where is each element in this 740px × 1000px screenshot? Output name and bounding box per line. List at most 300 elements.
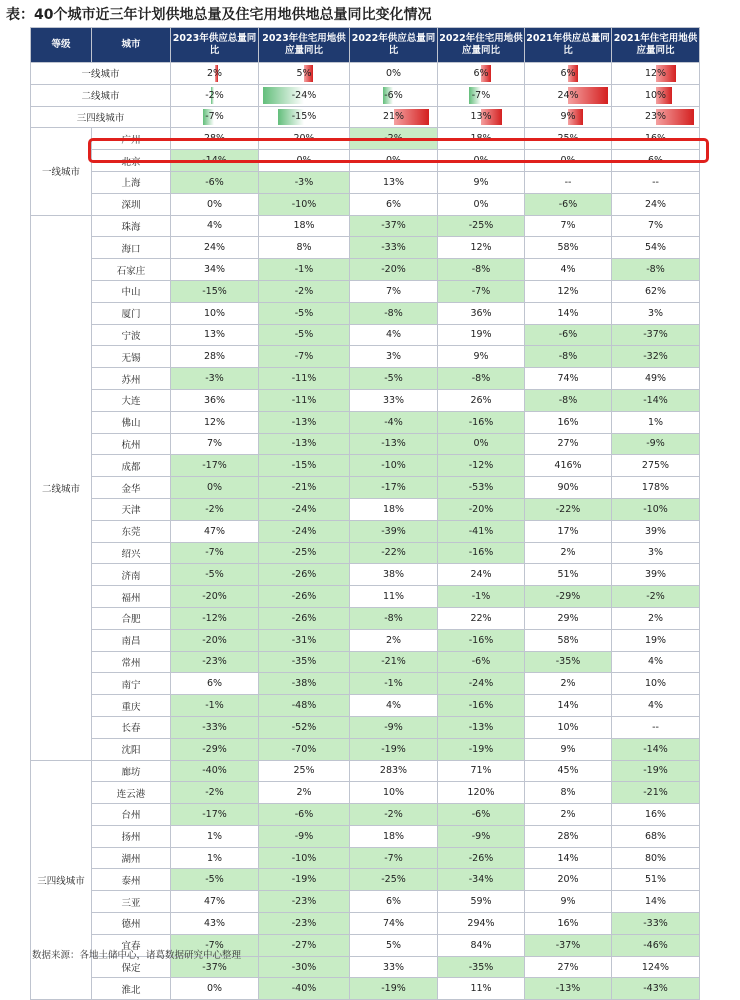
summary-cell (259, 84, 350, 106)
table-row (31, 455, 700, 477)
value-cell: -9% (612, 433, 700, 455)
city-name: 绍兴 (92, 542, 171, 564)
value-cell: -5% (259, 324, 350, 346)
value-cell: 14% (525, 695, 612, 717)
value-cell: -26% (438, 847, 525, 869)
value-cell: -17% (171, 455, 259, 477)
value-cell: -53% (438, 477, 525, 499)
value-cell: -3% (259, 171, 350, 193)
value-cell: -40% (171, 760, 259, 782)
city-name: 苏州 (92, 368, 171, 390)
value-cell: 28% (171, 128, 259, 150)
value-cell: -8% (350, 302, 438, 324)
summary-cell (350, 106, 438, 128)
city-name: 天津 (92, 498, 171, 520)
value-cell: -19% (612, 760, 700, 782)
city-name: 佛山 (92, 411, 171, 433)
value-cell: -46% (612, 934, 700, 956)
summary-value: 23% (644, 111, 667, 123)
table-row (31, 607, 700, 629)
value-cell: 120% (438, 782, 525, 804)
summary-cell (438, 106, 525, 128)
city-name: 珠海 (92, 215, 171, 237)
value-cell: -2% (171, 498, 259, 520)
value-cell: 51% (525, 564, 612, 586)
summary-value: -15% (291, 111, 317, 123)
value-cell: -39% (350, 520, 438, 542)
value-cell: 10% (350, 782, 438, 804)
city-name: 金华 (92, 477, 171, 499)
header-cell: 等级 (31, 28, 92, 63)
city-name: 广州 (92, 128, 171, 150)
value-cell: 16% (525, 913, 612, 935)
value-cell: 416% (525, 455, 612, 477)
city-name: 无锡 (92, 346, 171, 368)
value-cell: -- (525, 171, 612, 193)
value-cell: 0% (171, 477, 259, 499)
value-cell: -2% (612, 586, 700, 608)
value-cell: -35% (259, 651, 350, 673)
value-cell: -19% (438, 738, 525, 760)
value-cell: -6% (438, 804, 525, 826)
value-cell: -37% (350, 215, 438, 237)
summary-cell (259, 63, 350, 85)
city-name: 济南 (92, 564, 171, 586)
summary-cell (612, 63, 700, 85)
value-cell: -43% (612, 978, 700, 1000)
value-cell: -16% (438, 542, 525, 564)
value-cell: -33% (350, 237, 438, 259)
table-row (31, 564, 700, 586)
value-cell: 2% (259, 782, 350, 804)
value-cell: 0% (438, 193, 525, 215)
value-cell: -12% (438, 455, 525, 477)
value-cell: -2% (350, 804, 438, 826)
value-cell: -19% (259, 869, 350, 891)
city-name: 宜春 (92, 934, 171, 956)
header-cell: 城市 (92, 28, 171, 63)
summary-cell (612, 84, 700, 106)
value-cell: 4% (350, 695, 438, 717)
table-row (31, 760, 700, 782)
value-cell: 7% (525, 215, 612, 237)
summary-value: 10% (644, 89, 667, 101)
value-cell: -6% (438, 651, 525, 673)
value-cell: 6% (350, 891, 438, 913)
summary-value: 6% (560, 67, 576, 79)
value-cell: 80% (612, 847, 700, 869)
city-name: 淮北 (92, 978, 171, 1000)
table-row (31, 651, 700, 673)
city-name: 连云港 (92, 782, 171, 804)
value-cell: 1% (612, 411, 700, 433)
value-cell: -24% (259, 498, 350, 520)
value-cell: -22% (350, 542, 438, 564)
table-row (31, 891, 700, 913)
table-row (31, 324, 700, 346)
value-cell: 28% (525, 825, 612, 847)
value-cell: 33% (350, 389, 438, 411)
value-cell: -40% (259, 978, 350, 1000)
summary-cell (350, 63, 438, 85)
header-cell: 2022年供应总量同比 (350, 28, 438, 63)
value-cell: 58% (525, 629, 612, 651)
value-cell: -37% (171, 956, 259, 978)
value-cell: 58% (525, 237, 612, 259)
summary-cell (525, 106, 612, 128)
value-cell: -14% (612, 738, 700, 760)
value-cell: 25% (525, 128, 612, 150)
value-cell: -19% (350, 738, 438, 760)
table-row (31, 171, 700, 193)
tier-label: 一线城市 (31, 128, 92, 215)
value-cell: 13% (350, 171, 438, 193)
value-cell: -14% (612, 389, 700, 411)
summary-cell (525, 84, 612, 106)
value-cell: -17% (350, 477, 438, 499)
table-row (31, 586, 700, 608)
value-cell: 18% (350, 498, 438, 520)
table-row (31, 738, 700, 760)
table-row (31, 477, 700, 499)
value-cell: -26% (259, 607, 350, 629)
city-name: 海口 (92, 237, 171, 259)
value-cell: 17% (525, 520, 612, 542)
value-cell: -23% (259, 891, 350, 913)
table-row (31, 215, 700, 237)
city-name: 杭州 (92, 433, 171, 455)
value-cell: -7% (259, 346, 350, 368)
value-cell: 39% (612, 520, 700, 542)
table-row (31, 433, 700, 455)
value-cell: -5% (350, 368, 438, 390)
value-cell: 24% (438, 564, 525, 586)
summary-value: -6% (384, 89, 403, 101)
value-cell: -9% (438, 825, 525, 847)
value-cell: -27% (259, 934, 350, 956)
value-cell: -16% (438, 411, 525, 433)
value-cell: 62% (612, 280, 700, 302)
value-cell: 2% (350, 629, 438, 651)
value-cell: -21% (259, 477, 350, 499)
value-cell: -20% (171, 629, 259, 651)
table-row (31, 869, 700, 891)
table-title: 表：40个城市近三年计划供地总量及住宅用地供地总量同比变化情况 (6, 7, 432, 23)
value-cell: -1% (259, 259, 350, 281)
summary-value: 12% (644, 67, 667, 79)
value-cell: 275% (612, 455, 700, 477)
value-cell: -20% (350, 259, 438, 281)
value-cell: 0% (438, 433, 525, 455)
value-cell: -10% (612, 498, 700, 520)
value-cell: 29% (525, 607, 612, 629)
value-cell: 0% (525, 150, 612, 172)
value-cell: -8% (525, 389, 612, 411)
value-cell: 27% (525, 433, 612, 455)
city-name: 三亚 (92, 891, 171, 913)
value-cell: 0% (259, 150, 350, 172)
value-cell: 28% (171, 346, 259, 368)
value-cell: -25% (350, 869, 438, 891)
summary-cell (259, 106, 350, 128)
value-cell: -5% (171, 869, 259, 891)
value-cell: 12% (171, 411, 259, 433)
value-cell: 16% (612, 804, 700, 826)
summary-value: 2% (206, 67, 223, 79)
value-cell: 124% (612, 956, 700, 978)
value-cell: 2% (525, 542, 612, 564)
table-row (31, 673, 700, 695)
city-name: 扬州 (92, 825, 171, 847)
table-row (31, 259, 700, 281)
value-cell: 7% (350, 280, 438, 302)
summary-value: 9% (560, 111, 576, 123)
summary-cell (525, 63, 612, 85)
summary-row (31, 106, 700, 128)
value-cell: -6% (171, 171, 259, 193)
value-cell: -8% (438, 259, 525, 281)
value-cell: 20% (525, 869, 612, 891)
value-cell: -31% (259, 629, 350, 651)
value-cell: -29% (171, 738, 259, 760)
value-cell: -32% (612, 346, 700, 368)
city-name: 厦门 (92, 302, 171, 324)
value-cell: 9% (525, 738, 612, 760)
value-cell: -21% (350, 651, 438, 673)
summary-value: -2% (205, 89, 224, 101)
city-name: 成都 (92, 455, 171, 477)
value-cell: -13% (438, 716, 525, 738)
value-cell: 16% (525, 411, 612, 433)
value-cell: 0% (350, 150, 438, 172)
value-cell: -2% (350, 128, 438, 150)
summary-value: -24% (291, 89, 317, 101)
city-name: 宁波 (92, 324, 171, 346)
value-cell: -7% (171, 542, 259, 564)
value-cell: 0% (171, 978, 259, 1000)
value-cell: -23% (171, 651, 259, 673)
value-cell: -15% (259, 455, 350, 477)
value-cell: -7% (171, 934, 259, 956)
value-cell: -10% (350, 455, 438, 477)
value-cell: -30% (259, 956, 350, 978)
summary-label: 二线城市 (31, 84, 171, 106)
value-cell: 12% (525, 280, 612, 302)
source-note: 数据来源：各地土储中心，诸葛数据研究中心整理 (32, 950, 242, 961)
value-cell: -14% (171, 150, 259, 172)
table-row (31, 498, 700, 520)
value-cell: 14% (525, 847, 612, 869)
value-cell: 27% (525, 956, 612, 978)
summary-cell (171, 106, 259, 128)
value-cell: 9% (438, 171, 525, 193)
value-cell: 10% (612, 673, 700, 695)
value-cell: -17% (171, 804, 259, 826)
value-cell: 0% (171, 193, 259, 215)
table-row (31, 825, 700, 847)
value-cell: 74% (350, 913, 438, 935)
value-cell: -9% (259, 825, 350, 847)
city-name: 南昌 (92, 629, 171, 651)
table-row (31, 150, 700, 172)
value-cell: -8% (612, 259, 700, 281)
header-cell: 2021年住宅用地供应量同比 (612, 28, 700, 63)
value-cell: -10% (259, 193, 350, 215)
header-cell: 2021年供应总量同比 (525, 28, 612, 63)
table-row (31, 782, 700, 804)
table-row (31, 978, 700, 1000)
table-row (31, 193, 700, 215)
value-cell: -16% (438, 629, 525, 651)
city-name: 北京 (92, 150, 171, 172)
value-cell: 4% (171, 215, 259, 237)
value-cell: 2% (612, 607, 700, 629)
summary-value: 5% (296, 67, 312, 79)
value-cell: -1% (350, 673, 438, 695)
table-row (31, 695, 700, 717)
value-cell: 20% (259, 128, 350, 150)
value-cell: -11% (259, 389, 350, 411)
summary-cell (171, 63, 259, 85)
value-cell: 10% (525, 716, 612, 738)
value-cell: -24% (259, 520, 350, 542)
value-cell: 8% (259, 237, 350, 259)
city-name: 深圳 (92, 193, 171, 215)
city-name: 常州 (92, 651, 171, 673)
header-cell: 2022年住宅用地供应量同比 (438, 28, 525, 63)
value-cell: 9% (525, 891, 612, 913)
summary-row (31, 84, 700, 106)
header-row (31, 28, 700, 63)
value-cell: 4% (612, 695, 700, 717)
value-cell: -2% (259, 280, 350, 302)
value-cell: 47% (171, 891, 259, 913)
value-cell: 4% (350, 324, 438, 346)
table-row (31, 913, 700, 935)
value-cell: 19% (438, 324, 525, 346)
summary-cell (350, 84, 438, 106)
value-cell: 2% (525, 804, 612, 826)
value-cell: 0% (438, 150, 525, 172)
table-row (31, 847, 700, 869)
city-name: 石家庄 (92, 259, 171, 281)
table-row (31, 368, 700, 390)
summary-row (31, 63, 700, 85)
city-name: 合肥 (92, 607, 171, 629)
value-cell: 19% (612, 629, 700, 651)
value-cell: -33% (612, 913, 700, 935)
value-cell: 14% (525, 302, 612, 324)
city-name: 湖州 (92, 847, 171, 869)
value-cell: -2% (171, 782, 259, 804)
city-name: 台州 (92, 804, 171, 826)
value-cell: 33% (350, 956, 438, 978)
value-cell: -34% (438, 869, 525, 891)
value-cell: 18% (259, 215, 350, 237)
value-cell: -33% (171, 716, 259, 738)
summary-cell (438, 84, 525, 106)
value-cell: 71% (438, 760, 525, 782)
value-cell: -10% (259, 847, 350, 869)
value-cell: -29% (525, 586, 612, 608)
table-row (31, 542, 700, 564)
summary-label: 一线城市 (31, 63, 171, 85)
value-cell: 25% (259, 760, 350, 782)
value-cell: -15% (171, 280, 259, 302)
summary-value: -7% (205, 111, 224, 123)
value-cell: 68% (612, 825, 700, 847)
value-cell: -13% (525, 978, 612, 1000)
value-cell: 4% (525, 259, 612, 281)
table-row (31, 716, 700, 738)
summary-cell (438, 63, 525, 85)
city-name: 泰州 (92, 869, 171, 891)
value-cell: -41% (438, 520, 525, 542)
value-cell: 11% (438, 978, 525, 1000)
value-cell: 12% (438, 237, 525, 259)
value-cell: 3% (612, 542, 700, 564)
summary-value: 13% (470, 111, 492, 123)
value-cell: 90% (525, 477, 612, 499)
value-cell: 26% (438, 389, 525, 411)
value-cell: -13% (350, 433, 438, 455)
value-cell: 2% (525, 673, 612, 695)
value-cell: 8% (525, 782, 612, 804)
city-name: 南宁 (92, 673, 171, 695)
value-cell: -38% (259, 673, 350, 695)
value-cell: -12% (171, 607, 259, 629)
value-cell: -24% (438, 673, 525, 695)
city-name: 大连 (92, 389, 171, 411)
value-cell: -6% (525, 193, 612, 215)
value-cell: 178% (612, 477, 700, 499)
city-name: 长春 (92, 716, 171, 738)
value-cell: -35% (525, 651, 612, 673)
value-cell: -26% (259, 586, 350, 608)
value-cell: -- (612, 171, 700, 193)
value-cell: -20% (438, 498, 525, 520)
value-cell: -5% (171, 564, 259, 586)
value-cell: 54% (612, 237, 700, 259)
table-row (31, 411, 700, 433)
value-cell: -48% (259, 695, 350, 717)
value-cell: 84% (438, 934, 525, 956)
value-cell: 1% (171, 847, 259, 869)
value-cell: -22% (525, 498, 612, 520)
city-name: 保定 (92, 956, 171, 978)
city-name: 廊坊 (92, 760, 171, 782)
value-cell: 36% (171, 389, 259, 411)
value-cell: 7% (612, 215, 700, 237)
value-cell: -4% (350, 411, 438, 433)
value-cell: 38% (350, 564, 438, 586)
value-cell: 47% (171, 520, 259, 542)
table-row (31, 128, 700, 150)
value-cell: 18% (438, 128, 525, 150)
value-cell: -25% (438, 215, 525, 237)
value-cell: 294% (438, 913, 525, 935)
value-cell: -9% (350, 716, 438, 738)
value-cell: -3% (171, 368, 259, 390)
summary-value: 21% (382, 111, 405, 123)
value-cell: 51% (612, 869, 700, 891)
value-cell: -7% (350, 847, 438, 869)
value-cell: 5% (350, 934, 438, 956)
city-name: 上海 (92, 171, 171, 193)
table-row (31, 237, 700, 259)
value-cell: 59% (438, 891, 525, 913)
value-cell: 22% (438, 607, 525, 629)
